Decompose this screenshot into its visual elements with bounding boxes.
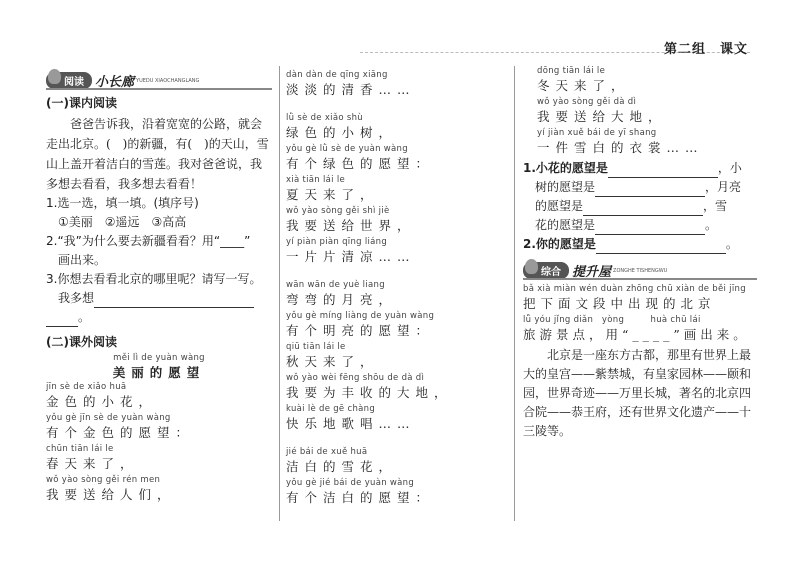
comprehensive-banner-tag: 综合 [523,262,569,279]
poem-line [537,97,757,126]
poem-line-pinyin: qiū tiān lái le [286,342,346,352]
answer-blank[interactable] [46,312,78,327]
poem-line-pinyin: yǒu gè lǜ sè de yuàn wàng [286,144,408,154]
poem-line [286,144,506,173]
poem-title-block [46,353,272,382]
text: ，月亮 [705,180,742,194]
poem-line [46,444,272,473]
poem-line-pinyin: jié bái de xuě huā [286,447,368,457]
poem-line-text: 春天来了， [46,456,139,471]
poem-line-pinyin: wǒ yào wèi fēng shōu de dà dì [286,373,425,383]
exercise-1-line-4 [523,216,757,235]
instruction-text: 旅游景点，用“____”画出来。 [523,327,750,342]
text: 的愿望是 [535,199,584,213]
poem-lines-continued [286,70,506,507]
poem-line-pinyin: wǒ yào sòng gěi dà dì [537,97,637,107]
poem-line-text: 冬天来了， [537,78,630,93]
poem-line-pinyin: kuài lè de gē chàng [286,404,376,414]
poem-line-pinyin: yǒu gè míng liàng de yuàn wàng [286,311,435,321]
question-3-answer-line-2 [46,308,272,327]
poem-line [286,311,506,340]
poem-line [286,373,506,402]
poem-lines [46,382,272,504]
exercise-1-lead: 1.小花的愿望是 [523,161,608,175]
poem-line-text: 有个绿色的愿望： [286,156,435,171]
answer-blank[interactable] [596,239,726,254]
question-2: 2.“我”为什么要去新疆看看？用“____” [46,234,251,248]
text: 树的愿望是 [535,180,596,194]
poem-line [286,404,506,433]
poem-line-pinyin: yǒu gè jīn sè de yuàn wàng [46,413,171,423]
text: ，雪 [703,199,728,213]
poem-line [286,113,506,142]
poem-line [286,206,506,235]
stanza-gap [286,101,506,113]
poem-line-text: 有个金色的愿望： [46,425,195,440]
poem-line-text: 一件雪白的衣裳…… [537,140,704,155]
poem-line-text: 有个明亮的愿望： [286,323,435,338]
instruction-line-1 [523,284,757,313]
poem-line [286,237,506,266]
poem-line [286,175,506,204]
poem-title-pinyin: měi lì de yuàn wàng [113,353,205,363]
poem-line [286,342,506,371]
reading-banner [46,70,272,90]
poem-line-text: 秋天来了， [286,354,379,369]
poem-line-pinyin: dàn dàn de qīng xiāng [286,70,388,80]
reading-banner-subtitle: YUEDU XIAOCHANGLANG [136,77,200,84]
stanza-gap [286,268,506,280]
poem-line-pinyin: dōng tiān lái le [537,66,606,76]
comprehensive-banner-subtitle: ZONGHE TISHENGWU [613,267,668,274]
poem-line-pinyin: wǒ yào sòng gěi shì jiè [286,206,390,216]
poem-line-text: 快乐地歌唱…… [286,416,416,431]
poem-line-pinyin: wǒ yào sòng gěi rén men [46,475,161,485]
poem-line [286,478,506,507]
answer-blank[interactable] [94,293,254,308]
reading-banner-title: 小长廊 [95,75,135,90]
poem-line [537,66,757,95]
poem-line-pinyin: wān wān de yuè liang [286,280,385,290]
poem-line [286,70,506,99]
reading-banner-tag: 阅读 [46,72,92,89]
poem-line [286,447,506,476]
question-1: 1.选一选，填一填。(填序号) [46,196,199,210]
column-middle [286,70,506,509]
question-2-continued: 画出来。 [58,253,107,267]
exercise-2 [523,235,757,254]
poem-line-text: 绿色的小树， [286,125,398,140]
text: ，小 [717,161,742,175]
period: 。 [78,310,91,324]
poem-line-pinyin: xià tiān lái le [286,175,346,185]
column-right [523,66,757,441]
poem-line [537,128,757,157]
page-header-title: 第二组 课文 [663,42,748,57]
poem-line-text: 金色的小花， [46,394,158,409]
poem-line-pinyin: yí jiàn xuě bái de yī shang [537,128,657,138]
instruction-line-2 [523,315,757,344]
instruction-pinyin: lǚ yóu jǐng diǎn yòng huà chū lái [523,315,701,325]
poem-line [46,413,272,442]
beijing-passage: 北京是一座东方古都，那里有世界上最大的皇宫——紫禁城，有皇家园林——颐和园，世界奇迹——万里长城，著名的北京四合院——恭王府，还有世界文化遗产——十三陵等。 [523,348,752,438]
column-divider [514,66,515,521]
poem-lines-end [523,66,757,157]
passage-in-class: 爸爸告诉我，沿着宽宽的公路，就会走出北京。( )的新疆，有( )的天山，雪山上盖开着洁白的雪莲。我对爸爸说，我多想去看看，我多想去看看！ [46,117,269,191]
text: 花的愿望是 [535,218,596,232]
instruction-text: 把下面文段中出现的北京 [523,296,716,311]
instruction-pinyin: bǎ xià miàn wén duàn zhōng chū xiàn de běi jīng [523,284,746,294]
poem-line-pinyin: lǜ sè de xiǎo shù [286,113,363,123]
answer-blank[interactable] [595,220,705,235]
text: 。 [705,218,718,232]
comprehensive-banner [523,260,757,280]
column-left [46,70,272,506]
poem-line-text: 弯弯的月亮， [286,292,398,307]
section-heading-in-class: (一)课内阅读 [46,96,117,110]
poem-line-text: 我要送给世界， [286,218,416,233]
stanza-gap [286,435,506,447]
question-3-prefix: 我多想 [58,291,95,305]
poem-line-text: 淡淡的清香…… [286,82,416,97]
poem-line-pinyin: yǒu gè jié bái de yuàn wàng [286,478,415,488]
poem-line-text: 洁白的雪花， [286,459,398,474]
question-3-answer-line [46,289,272,308]
banner-rule [46,88,272,90]
answer-blank[interactable] [608,163,718,178]
poem-line-text: 我要送给人们， [46,487,176,502]
answer-blank[interactable] [595,182,705,197]
poem-line-pinyin: jīn sè de xiǎo huā [46,382,127,392]
comprehensive-banner-title: 提升屋 [572,265,612,280]
poem-line-text: 我要为丰收的大地， [286,385,453,400]
exercise-1 [523,159,757,178]
text: 。 [725,237,738,251]
banner-rule [523,278,757,280]
exercise-1-line-2 [523,178,757,197]
poem-line-text: 我要送给大地， [537,109,667,124]
answer-blank[interactable] [583,201,703,216]
exercise-1-line-3 [523,197,757,216]
exercise-2-lead: 2.你的愿望是 [523,237,596,251]
poem-line-pinyin: chūn tiān lái le [46,444,114,454]
poem-line [286,280,506,309]
poem-line-text: 夏天来了， [286,187,379,202]
poem-title: 美丽的愿望 [112,365,206,380]
section-heading-extracurricular: (二)课外阅读 [46,335,117,349]
poem-line-pinyin: yí piàn piàn qīng liáng [286,237,388,247]
question-1-options: ①美丽 ②遥远 ③高高 [58,215,187,229]
poem-line-text: 一片片清凉…… [286,249,416,264]
question-3: 3.你想去看看北京的哪里呢？请写一写。 [46,272,262,286]
poem-line-text: 有个洁白的愿望： [286,490,435,505]
poem-line [46,382,272,411]
poem-line [46,475,272,504]
column-divider [279,66,280,521]
